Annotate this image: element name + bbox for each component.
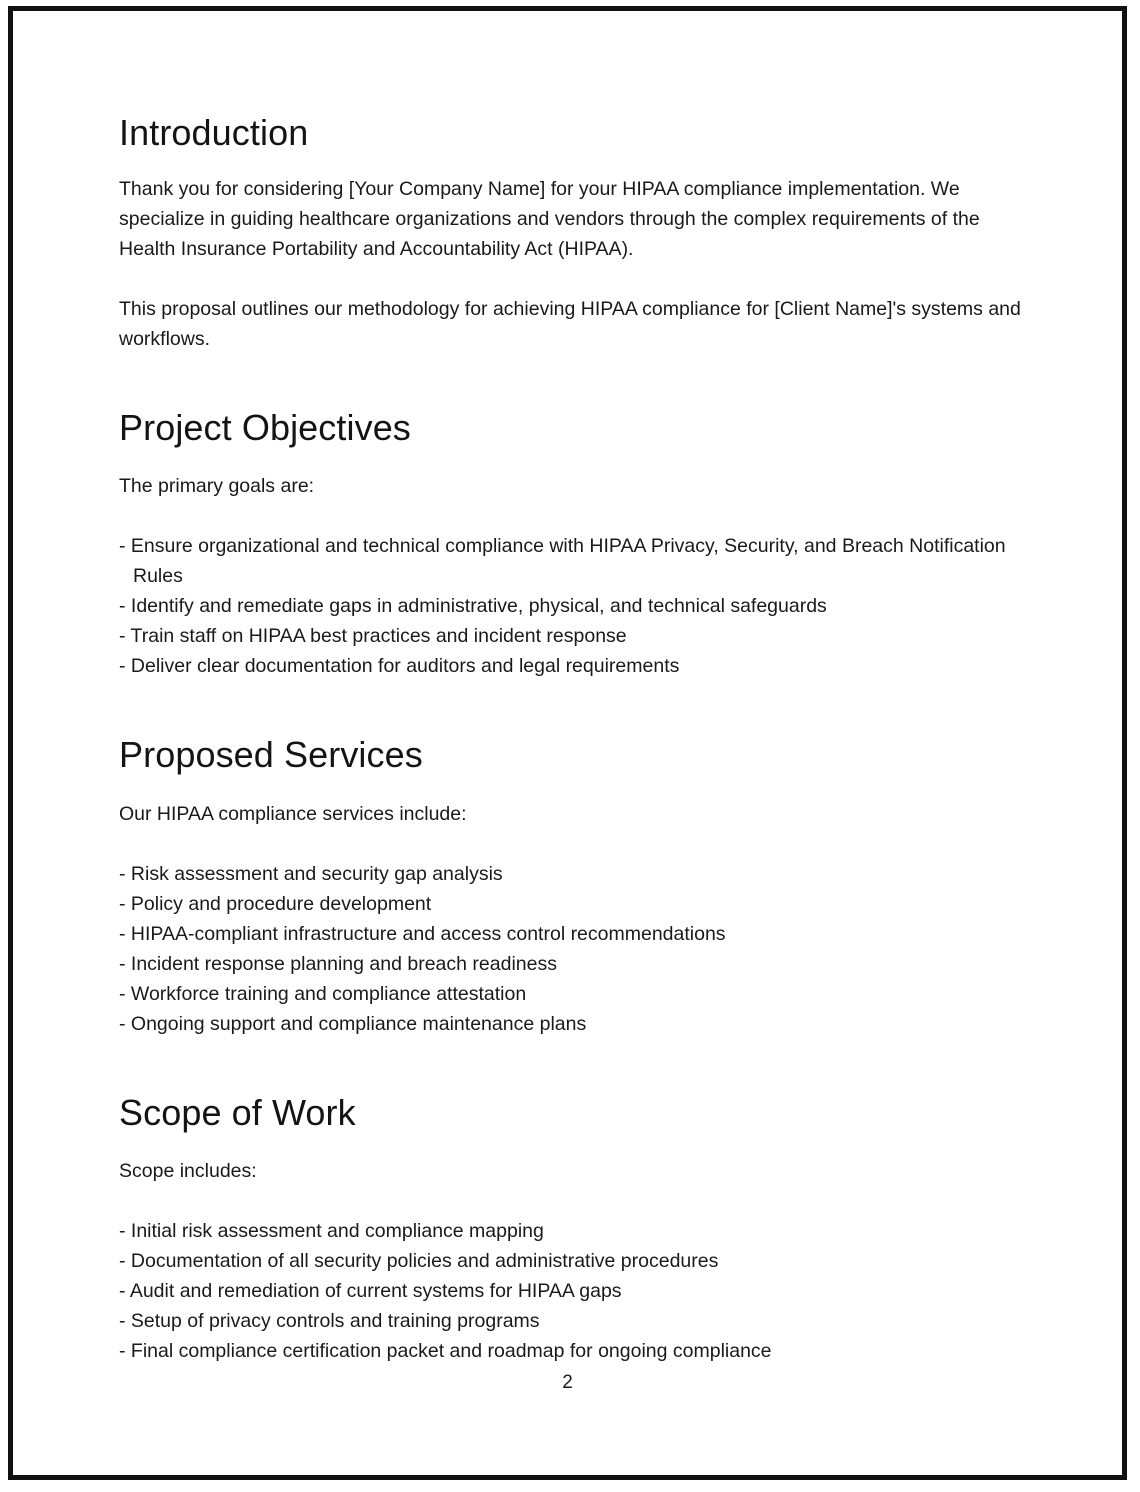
paragraph: The primary goals are: [119,475,315,498]
section-scope-of-work [119,1091,1026,1366]
paragraph: Scope includes: [119,1159,257,1182]
section-heading-project-objectives: Project Objectives [119,407,411,449]
list-item: - Deliver clear documentation for auditors and legal requirements [119,655,680,678]
page-border-frame [8,6,1127,1480]
list-item: - Documentation of all security policies and administrative procedures [119,1249,719,1272]
list-item: - Ongoing support and compliance maintenance plans [119,1012,587,1035]
list-item: - Final compliance certification packet and roadmap for ongoing compliance [119,1339,772,1362]
section-heading-proposed-services: Proposed Services [119,734,423,776]
list-item: - Setup of privacy controls and training programs [119,1309,540,1332]
list-item: - Initial risk assessment and compliance mapping [119,1219,544,1242]
section-heading-scope-of-work: Scope of Work [119,1091,356,1133]
services-list [119,859,1026,1039]
list-item: - Policy and procedure development [119,892,432,915]
page-canvas [13,11,1122,1475]
list-item: - Incident response planning and breach readiness [119,952,557,975]
list-item: - Identify and remediate gaps in administrative, physical, and technical safeguards [119,595,827,618]
list-item: - HIPAA-compliant infrastructure and access control recommendations [119,922,726,945]
list-item: - Audit and remediation of current systems for HIPAA gaps [119,1279,622,1302]
document-body [119,111,1026,1366]
list-item: - Ensure organizational and technical compliance with HIPAA Privacy, Security, and Breach Notification Rules [119,535,1006,588]
paragraph: This proposal outlines our methodology for achieving HIPAA compliance for [Client Name]'s systems and workflows. [119,298,1021,351]
paragraph: Thank you for considering [Your Company Name] for your HIPAA compliance implementation. We specialize in guiding healthcare organizations and vendors through the complex requirements of the Health Insurance Portability and Accountability Act (HIPAA). [119,178,980,261]
page-number: 2 [562,1372,573,1393]
section-introduction [119,111,1026,354]
paragraph: Our HIPAA compliance services include: [119,802,467,825]
list-item: - Risk assessment and security gap analysis [119,862,503,885]
scope-list [119,1216,1026,1366]
list-item: - Workforce training and compliance attestation [119,982,527,1005]
section-proposed-services [119,733,1026,1038]
section-project-objectives [119,406,1026,681]
objectives-list [119,531,1026,681]
section-heading-introduction: Introduction [119,112,309,153]
list-item: - Train staff on HIPAA best practices and incident response [119,625,627,648]
